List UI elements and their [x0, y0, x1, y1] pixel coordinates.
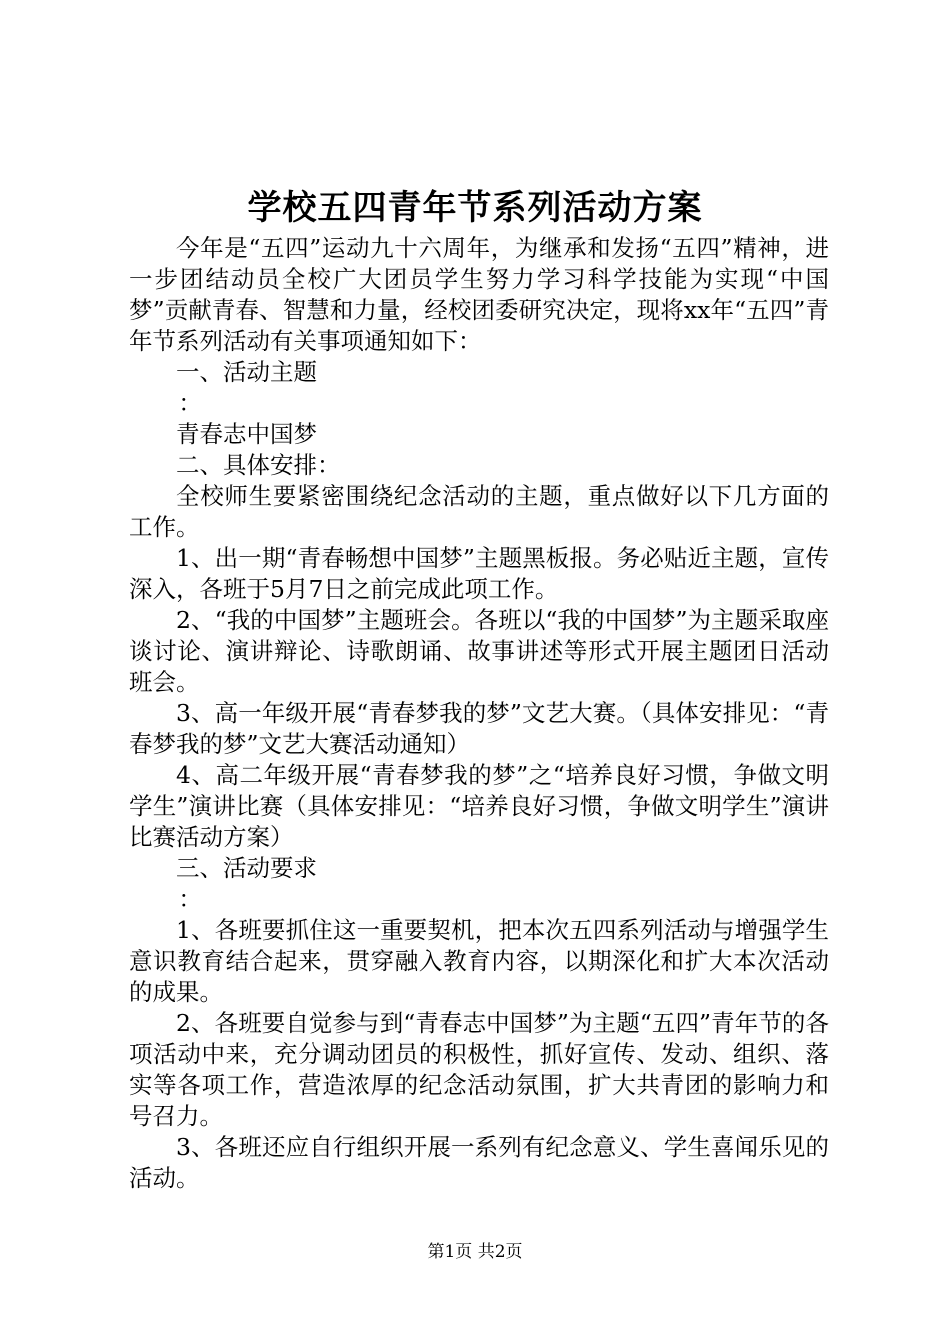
document-title: 学校五四青年节系列活动方案 — [247, 188, 703, 228]
theme-text: 青春志中国梦 — [176, 420, 317, 448]
heading-arrangements: 二、具体安排： — [176, 451, 341, 479]
paragraph-intro: 今年是“五四”运动九十六周年，为继承和发扬“五四”精神，进一步团结动员全校广大团员学生努力学习科学技能为实现“中国梦”贡献青春、智慧和力量，经校团委研究决定，现将xx年“五四”青年节系列活动有关事项通知如下： — [129, 234, 829, 355]
arrangement-item-4: 4、高二年级开展“青春梦我的梦”之“培养良好习惯，争做文明学生”演讲比赛（具体安排见：“培养良好习惯，争做文明学生”演讲比赛活动方案） — [129, 761, 829, 851]
heading-requirements: 三、活动要求 — [176, 854, 317, 882]
requirement-item-2: 2、各班要自觉参与到“青春志中国梦”为主题“五四”青年节的各项活动中来，充分调动团员的积极性，抓好宣传、发动、组织、落实等各项工作，营造浓厚的纪念活动氛围，扩大共青团的影响力和号召力。 — [129, 1009, 829, 1130]
requirements-colon: ： — [178, 885, 202, 913]
arrangement-item-3: 3、高一年级开展“青春梦我的梦”文艺大赛。（具体安排见：“青春梦我的梦”文艺大赛活动通知） — [129, 699, 829, 758]
page-footer: 第1页 共2页 — [427, 1242, 523, 1262]
requirement-item-3: 3、各班还应自行组织开展一系列有纪念意义、学生喜闻乐见的活动。 — [129, 1133, 829, 1192]
theme-colon: ： — [178, 389, 202, 417]
paragraph-arrangements-intro: 全校师生要紧密围绕纪念活动的主题，重点做好以下几方面的工作。 — [129, 482, 829, 541]
arrangement-item-1: 1、出一期“青春畅想中国梦”主题黑板报。务必贴近主题，宣传深入，各班于5月7日之前完成此项工作。 — [129, 544, 829, 603]
requirement-item-1: 1、各班要抓住这一重要契机，把本次五四系列活动与增强学生意识教育结合起来，贯穿融入教育内容，以期深化和扩大本次活动的成果。 — [129, 916, 829, 1006]
heading-activity-theme: 一、活动主题 — [176, 358, 317, 386]
document-body — [129, 233, 829, 1194]
arrangement-item-2: 2、“我的中国梦”主题班会。各班以“我的中国梦”为主题采取座谈讨论、演讲辩论、诗歌朗诵、故事讲述等形式开展主题团日活动班会。 — [129, 606, 829, 696]
